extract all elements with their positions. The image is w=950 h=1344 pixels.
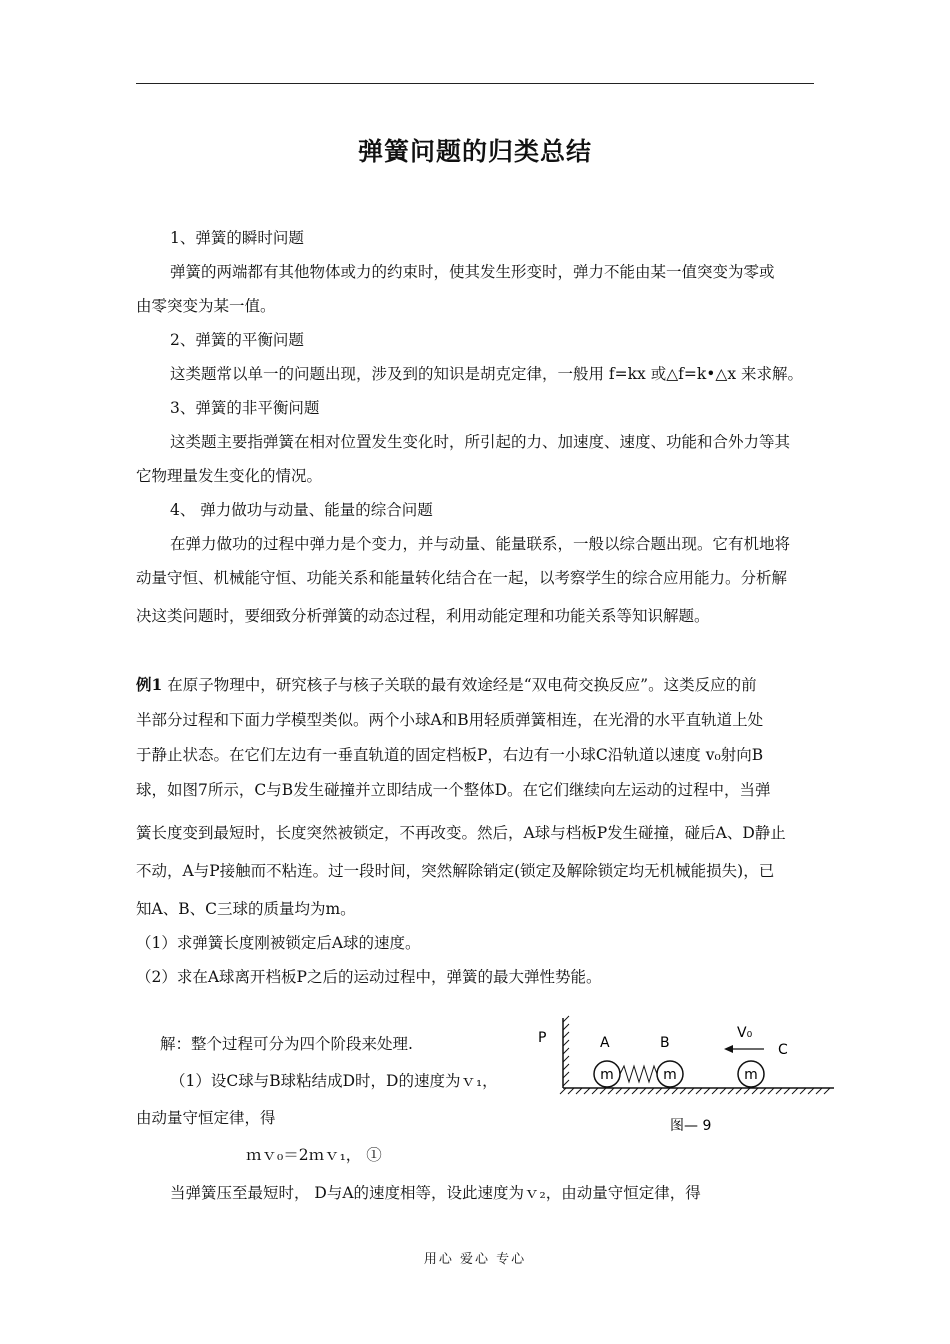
- section-text: 在弹力做功的过程中弹力是个变力，并与动量、能量联系，一般以综合题出现。它有机地将: [170, 535, 791, 553]
- velocity-label: V₀: [737, 1025, 753, 1041]
- question-1: （1）求弹簧长度刚被锁定后A球的速度。: [136, 934, 421, 952]
- question-2: （2）求在A球离开档板P之后的运动过程中，弹簧的最大弹性势能。: [136, 968, 602, 986]
- spring-diagram: [530, 1012, 840, 1137]
- example-text: 簧长度变到最短时，长度突然被锁定，不再改变。然后，A球与档板P发生碰撞，碰后A、D静止: [136, 824, 786, 842]
- wall-label: P: [538, 1030, 547, 1046]
- section-heading: 2、弹簧的平衡问题: [170, 331, 304, 349]
- ball-a-label: A: [600, 1035, 610, 1051]
- example-text: 在原子物理中，研究核子与核子关联的最有效途经是“双电荷交换反应”。这类反应的前: [162, 676, 757, 694]
- header-rule: [136, 83, 814, 84]
- solution-text: 解：整个过程可分为四个阶段来处理.: [160, 1035, 413, 1053]
- section-heading: 3、弹簧的非平衡问题: [170, 399, 320, 417]
- figure-caption: 图— 9: [670, 1118, 712, 1134]
- example-paragraph: [136, 675, 757, 695]
- page-title: 弹簧问题的归类总结: [357, 137, 592, 166]
- example-text: 半部分过程和下面力学模型类似。两个小球A和B用轻质弹簧相连，在光滑的水平直轨道上处: [136, 711, 764, 729]
- ball-c-mass: m: [744, 1067, 758, 1083]
- example-text: 不动，A与P接触而不粘连。过一段时间，突然解除销定(锁定及解除锁定均无机械能损失)，已: [136, 862, 775, 880]
- section-text: 决这类问题时，要细致分析弹簧的动态过程，利用动能定理和功能关系等知识解题。: [136, 607, 710, 625]
- section-text: 这类题常以单一的问题出现，涉及到的知识是胡克定律，一般用 f=kx 或△f=k•△x 来求解。: [170, 365, 803, 383]
- ball-b-mass: m: [663, 1067, 677, 1083]
- page-footer: 用心 爱心 专心: [423, 1252, 527, 1267]
- solution-text: 由动量守恒定律，得: [136, 1109, 276, 1127]
- ground-hatching: [560, 1088, 830, 1094]
- example-text: 球，如图7所示，C与B发生碰撞并立即结成一个整体D。在它们继续向左运动的过程中，当弹: [136, 781, 771, 799]
- example-label: 例1: [136, 675, 163, 694]
- spring: [620, 1066, 657, 1082]
- section-text: 弹簧的两端都有其他物体或力的约束时，使其发生形变时，弹力不能由某一值突变为零或: [170, 263, 775, 281]
- section-text: 由零突变为某一值。: [136, 297, 276, 315]
- section-text: 动量守恒、机械能守恒、功能关系和能量转化结合在一起，以考察学生的综合应用能力。分析解: [136, 569, 788, 587]
- section-heading: 1、弹簧的瞬时问题: [170, 229, 304, 247]
- ball-a-mass: m: [600, 1067, 614, 1083]
- solution-text: （1）设C球与B球粘结成D时，D的速度为ｖ₁，: [170, 1072, 498, 1090]
- ball-b-label: B: [660, 1035, 670, 1051]
- equation-1: ｍｖ₀＝2ｍｖ₁， ①: [246, 1146, 382, 1164]
- section-heading: 4、 弹力做功与动量、能量的综合问题: [170, 501, 433, 519]
- solution-text: 当弹簧压至最短时， D与A的速度相等，设此速度为ｖ₂，由动量守恒定律，得: [170, 1184, 701, 1202]
- section-text: 它物理量发生变化的情况。: [136, 467, 323, 485]
- ball-c-label: C: [778, 1042, 788, 1058]
- example-text: 知A、B、C三球的质量均为m。: [136, 900, 356, 918]
- arrow-head: [724, 1045, 733, 1053]
- wall-hatching: [563, 1016, 569, 1086]
- example-text: 于静止状态。在它们左边有一垂直轨道的固定档板P，右边有一小球C沿轨道以速度 v₀射向B: [136, 746, 764, 764]
- section-text: 这类题主要指弹簧在相对位置发生变化时，所引起的力、加速度、速度、功能和合外力等其: [170, 433, 791, 451]
